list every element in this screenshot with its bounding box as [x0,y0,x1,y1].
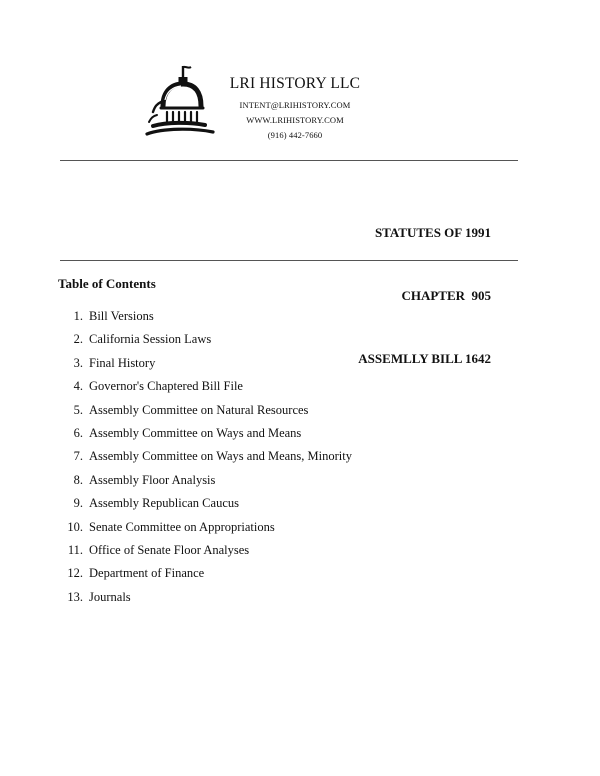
bottom-divider [60,260,518,261]
toc-item-number: 10. [67,519,83,534]
toc-item-number: 6. [73,425,83,440]
toc-item-label: Assembly Committee on Ways and Means, Minority [89,449,352,464]
top-divider [60,160,518,161]
toc-item-label: Assembly Floor Analysis [89,472,216,487]
statutes-year: STATUTES OF 1991 [374,225,491,240]
toc-item-number: 2. [73,332,83,347]
toc-item-label: Department of Finance [89,566,205,581]
company-phone: (916) 442-7660 [267,130,323,140]
chapter-number: CHAPTER 905 [401,288,491,303]
toc-item-label: Senate Committee on Appropriations [89,519,275,534]
company-website: WWW.LRIHISTORY.COM [246,115,344,125]
toc-item-label: Bill Versions [89,309,154,323]
toc-item-label: Office of Senate Floor Analyses [89,542,250,557]
toc-item-label: Assembly Committee on Natural Resources [89,402,309,417]
toc-item-number: 13. [67,589,83,604]
toc-item-label: California Session Laws [89,332,212,347]
toc-item-label: Journals [89,589,131,604]
company-info [210,74,380,143]
toc-item-number: 3. [73,355,83,370]
company-name: LRI HISTORY LLC [229,75,361,92]
toc-item-label: Final History [89,355,156,370]
capitol-dome-icon [143,62,215,142]
toc-item-number: 1. [73,309,83,323]
toc-item-number: 9. [73,496,83,511]
toc-title: Table of Contents [58,276,156,291]
statute-info [358,180,491,390]
toc-item-number: 7. [73,449,83,464]
toc-item-number: 12. [67,566,83,581]
bill-number: ASSEMLLY BILL 1642 [358,351,491,366]
toc-item-label: Governor's Chaptered Bill File [89,379,243,394]
toc-item-number: 8. [73,472,83,487]
toc-item-number: 5. [73,402,83,417]
toc-item-label: Assembly Republican Caucus [89,496,239,511]
toc-item-number: 11. [67,542,83,557]
toc-item-label: Assembly Committee on Ways and Means [89,425,302,440]
toc-item-number: 4. [73,379,83,394]
company-email: INTENT@LRIHISTORY.COM [239,100,351,110]
